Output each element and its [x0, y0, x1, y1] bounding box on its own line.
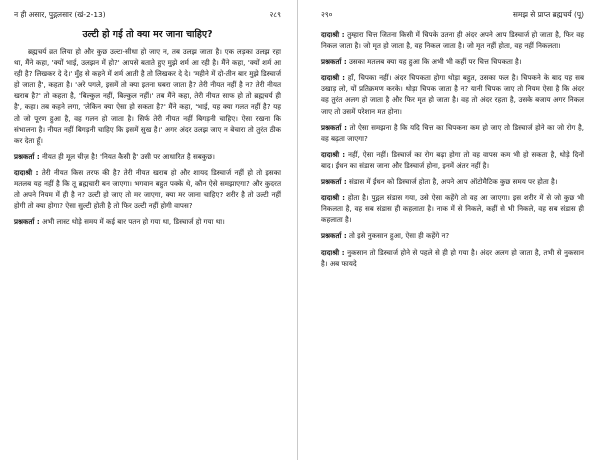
left-header-title: न ही असार, पुद्गलसार (खं-2-13)	[14, 10, 106, 19]
right-page	[303, 0, 594, 460]
right-page-number: २९०	[321, 10, 333, 19]
paragraph-text: संडास में ईंधन को डिस्चार्ज होता है, अपने आप ऑटोमैटिक कुछ समय पर होता है।	[348, 177, 558, 187]
left-page-number: २८९	[269, 10, 281, 19]
dialogue-paragraph	[14, 167, 281, 211]
dialogue-paragraph	[14, 151, 281, 162]
speaker-label: प्रश्नकर्ता :	[321, 122, 347, 132]
paragraph-text: उसका मतलब क्या यह हुआ कि अभी भी कहीं पर चित्त चिपकता है।	[348, 57, 522, 67]
speaker-label: दादाश्री :	[321, 193, 345, 203]
dialogue-paragraph	[321, 149, 584, 171]
paragraph-text: नुकसान तो डिस्चार्ज होने से पहले से ही हो गया है। अंदर अलग हो जाता है, तभी से नुकसान है। अब फायदे	[321, 247, 584, 268]
dialogue-paragraph	[321, 29, 584, 51]
dialogue-paragraph	[14, 216, 281, 227]
left-running-head	[14, 10, 281, 20]
speaker-label: प्रश्नकर्ता :	[14, 217, 40, 227]
dialogue-paragraph	[321, 122, 584, 144]
dialogue-paragraph	[321, 176, 584, 187]
right-running-head	[321, 10, 584, 20]
speaker-label: दादाश्री :	[321, 149, 346, 159]
paragraph-text: तो ऐसा समझना है कि यदि चित्त का चिपकना कम हो जाए तो डिस्चार्ज होने का जो रोग है, वह बढ़ता जाएगा?	[321, 122, 584, 143]
paragraph-text: हाँ, चिपका नहीं। अंदर चिपकता होगा थोड़ा बहुत, उसका फल है। चिपकने के बाद यह सब उखाड़ लो, यों प्रतिक्रमण करके। थोड़ा चिपक जाता है न? यानी चिपक जाए तो नियम ऐसा है कि अंदर वह तुरंत अलग हो जाता है और फिर मृत हो जाता है। वह तो अंदर रहता है, उसके बजाय अगर निकल जाए तो उसमें परेशान मत होना।	[321, 73, 585, 116]
speaker-label: दादाश्री :	[321, 30, 345, 39]
dialogue-paragraph	[321, 56, 584, 67]
speaker-label: दादाश्री :	[321, 247, 345, 257]
speaker-label: प्रश्नकर्ता :	[321, 57, 347, 67]
speaker-label: प्रश्नकर्ता :	[321, 177, 347, 187]
right-header-title: समझ से प्राप्त ब्रह्मचर्य (पू)	[512, 10, 584, 19]
paragraph-text: नहीं, ऐसा नहीं। डिस्चार्ज का रोग बढ़ा होगा तो वह वापस कम भी हो सकता है, थोड़े दिनों बाद। ईंधन का संडास जाना और डिस्चार्ज होना, इनमें अंतर नहीं है।	[321, 149, 585, 170]
paragraph-text: होता है। पुद्गल संडास गया, उसे ऐसा कहेंगे तो वह आ जाएगा। इस शरीर में से जो कुछ भी निकलता है, वह सब संडास ही कहलाता है। नाक में से निकले, कहीं से भी निकले, वह सब संडास ही कहलाता है।	[321, 193, 584, 225]
paragraph-text: तुम्हारा चित्त जितना किसी में चिपके उतना ही अंदर अपने आप डिस्चार्ज हो जाता है, फिर वह निकल जाता है। जो मृत हो जाता है, वह निकल जाता है। जो मृत नहीं होता, वह नहीं निकलता।	[321, 30, 584, 51]
speaker-label: प्रश्नकर्ता :	[321, 231, 347, 241]
paragraph-text: तो इसे नुकसान हुआ, ऐसा ही कहेंगे न?	[348, 231, 450, 241]
dialogue-paragraph	[321, 192, 584, 225]
paragraph-text: नीयत ही मूल चीज़ है! 'नियत कैसी है' उसी पर आधारित है सबकुछ।	[41, 151, 215, 161]
paragraph-text: तेरी नीयत किस तरफ की है? तेरी नीयत खराब हो और शायद डिस्चार्ज नहीं हो तो इसका मतलब यह नहीं है कि तू ब्रह्मचारी बन जाएगा। भगवान बहुत पक्के थे, कौन ऐसे समझाएगा? और कुदरत तो अपने नियम में ही है न? उल्टी हो जाए तो मर जाएगा, क्या मर जाना चाहिए? शरीर है तो उल्टी नहीं होगी तो क्या होगा? ऐसा सुल्टी होती है तो फिर उल्टी नहीं होगी वापस?	[14, 167, 281, 211]
paragraph-text: अभी लास्ट थोड़े समय में कई बार पतन हो गया था, डिस्चार्ज हो गया था।	[41, 217, 225, 227]
dialogue-paragraph	[321, 72, 584, 116]
speaker-label: दादाश्री :	[14, 167, 39, 177]
page-gutter	[297, 0, 298, 460]
left-page	[0, 0, 291, 460]
speaker-label: प्रश्नकर्ता :	[14, 151, 40, 161]
dialogue-paragraph	[321, 230, 584, 241]
dialogue-paragraph	[321, 247, 584, 269]
intro-paragraph: ब्रह्मचर्य व्रत लिया हो और कुछ उल्टा-सीधा हो जाए न, तब उलझ जाता है। एक लड़का उलझ रहा था, मैंने कहा, 'क्यों भाई, उलझन में हो?' आपसे बताते हुए मुझे शर्म आ रही है। मैंने कहा, 'क्यों शर्म आ रही है? लिखकर दे दे।' मुँह से कहने में शर्म आती है तो लिखकर दे दे। 'महीने में दो-तीन बार मुझे डिस्चार्ज हो जाता है', कहता है। 'अरे पगले, इसमें तो क्या इतना घबरा जाता है? तेरी नीयत नहीं है न? तेरी नीयत खराब है?' तो कहता है, 'बिल्कुल नहीं, बिल्कुल नहीं।' तब मैंने कहा, तेरी नीयत साफ हो तो ब्रह्मचर्य ही है', कहा। तब कहने लगा, 'लेकिन क्या ऐसा हो सकता है?' मैंने कहा, 'भाई, यह क्या गलत नहीं है? यह तो जो पूरण हुआ है, वह गलन हो जाता है। सिर्फ तेरी नीयत नहीं बिगड़नी चाहिए। ऐसा रखना कि संभालना है। नीयत नहीं बिगड़नी चाहिए कि इसमें सुख है।' अगर अंदर उलझ जाए न बेचारा तो तुरंत ठीक कर देता हूँ।	[14, 47, 281, 145]
speaker-label: दादाश्री :	[321, 73, 345, 83]
section-title: उल्टी हो गई तो क्या मर जाना चाहिए?	[82, 29, 213, 40]
